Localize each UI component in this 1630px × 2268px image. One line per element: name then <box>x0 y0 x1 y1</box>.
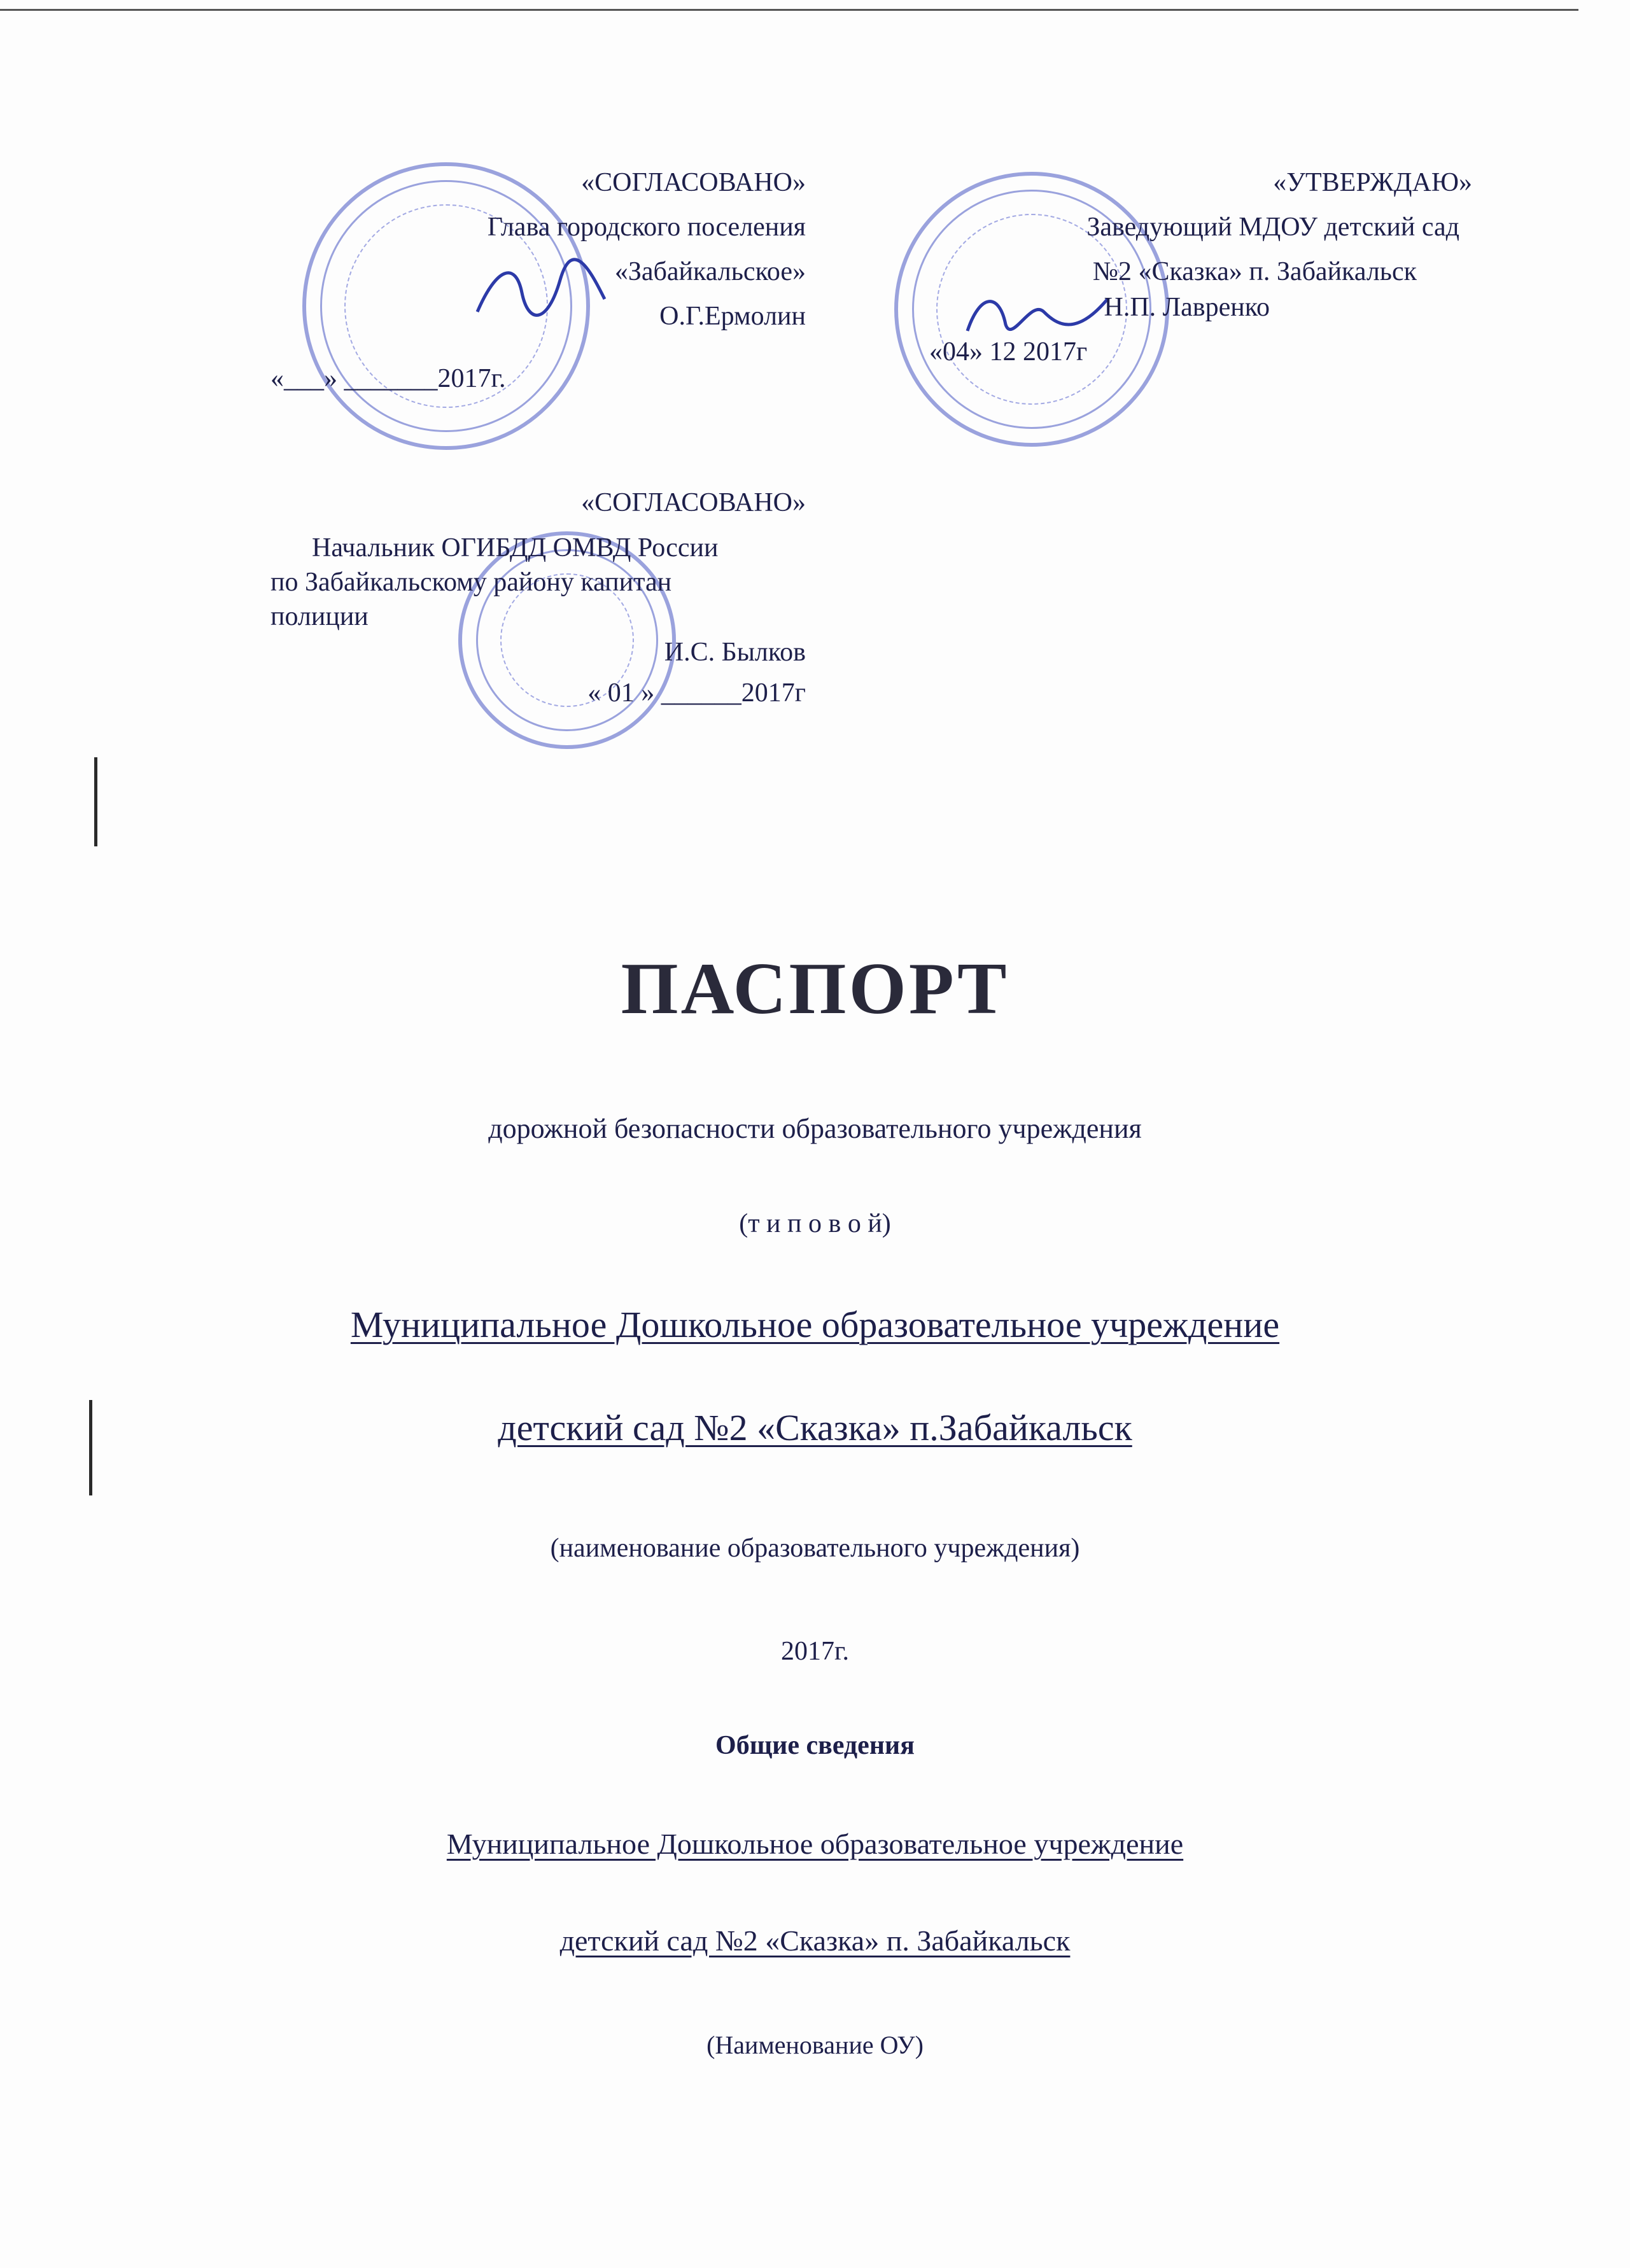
approval-left-top-signatory: О.Г.Ермолин <box>659 302 806 331</box>
approval-left-top-line1: Глава городского поселения <box>487 213 806 242</box>
approval-left-bottom-line2: по Забайкальскому району капитан <box>270 568 672 597</box>
approval-left-bottom-line1: Начальник ОГИБДД ОМВД России <box>312 533 719 563</box>
approval-left-bottom-signatory: И.С. Былков <box>664 638 806 667</box>
scan-top-line <box>0 9 1578 11</box>
approval-right-top-line2: №2 «Сказка» п. Забайкальск <box>1092 257 1417 286</box>
type-note: (т и п о в о й) <box>739 1209 891 1238</box>
page-subtitle: дорожной безопасности образовательного учреждения <box>488 1113 1142 1144</box>
general-info-heading: Общие сведения <box>715 1731 915 1760</box>
approval-left-bottom-line3: полиции <box>270 602 369 631</box>
signature-ermolin <box>471 255 611 331</box>
approval-left-top-heading: «СОГЛАСОВАНО» <box>581 168 806 197</box>
page-title: ПАСПОРТ <box>621 948 1009 1030</box>
approval-right-top-date: «04» 12 2017г <box>929 337 1088 367</box>
approval-left-bottom-heading: «СОГЛАСОВАНО» <box>581 488 806 517</box>
approval-left-top-line2: «Забайкальское» <box>614 257 806 286</box>
approval-left-bottom-date: « 01 » ______2017г <box>587 678 806 708</box>
approval-right-top-line1: Заведующий МДОУ детский сад <box>1086 213 1459 242</box>
institution-name-line2: детский сад №2 «Сказка» п.Забайкальск <box>498 1407 1132 1448</box>
general-info-line2: детский сад №2 «Сказка» п. Забайкальск <box>559 1924 1071 1957</box>
approval-left-top-date: «___» _______2017г. <box>270 364 506 393</box>
institution-caption: (наименование образовательного учреждения) <box>550 1534 1080 1563</box>
scan-mark-1 <box>94 757 97 846</box>
approval-right-top-signatory: Н.П. Лавренко <box>1104 293 1270 322</box>
institution-name-line1: Муниципальное Дошкольное образовательное учреждение <box>350 1304 1280 1345</box>
document-year: 2017г. <box>781 1637 849 1666</box>
approval-right-top-heading: «УТВЕРЖДАЮ» <box>1273 168 1472 197</box>
general-info-caption: (Наименование ОУ) <box>706 2031 924 2059</box>
general-info-line1: Муниципальное Дошкольное образовательное учреждение <box>446 1828 1184 1860</box>
